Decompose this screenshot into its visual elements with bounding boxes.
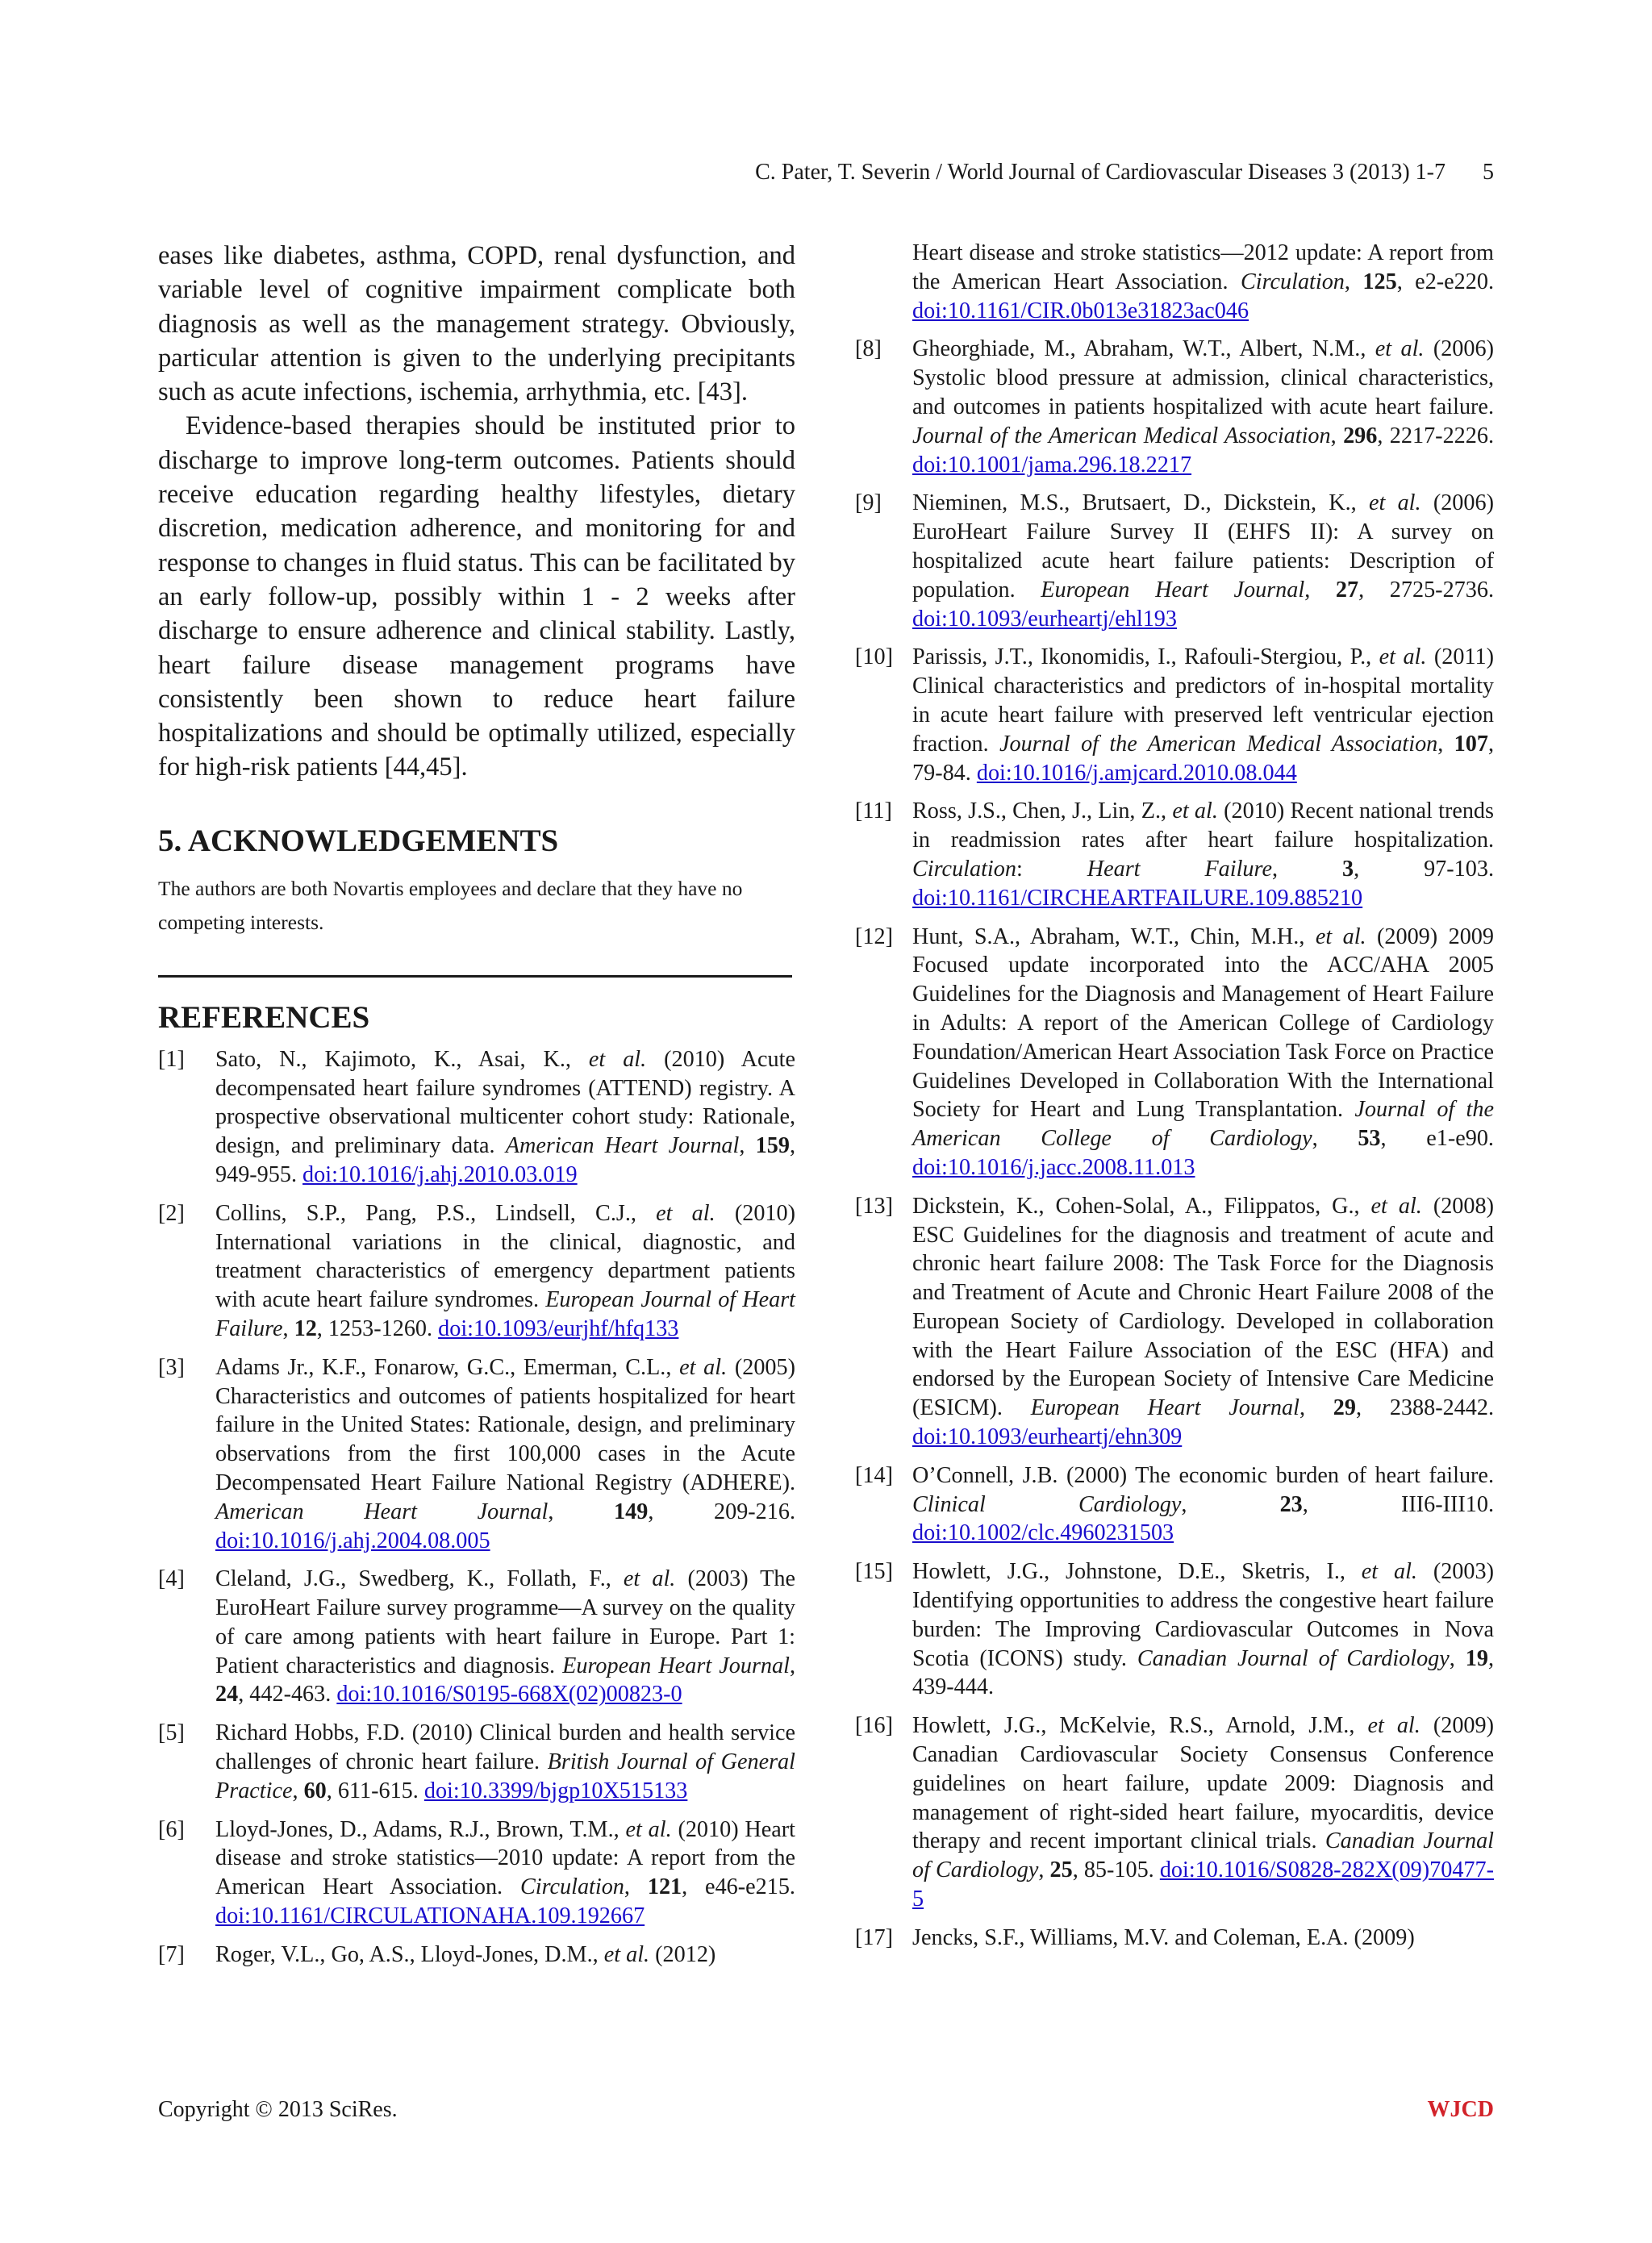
reference-separator: ,	[282, 1315, 294, 1341]
doi-link[interactable]: doi:10.1001/jama.296.18.2217	[912, 452, 1192, 477]
reference-authors: O’Connell, J.B. (2000) The economic burden of heart failure.	[912, 1462, 1494, 1488]
reference-number: [12]	[855, 923, 893, 949]
reference-journal: European Heart Journal	[1041, 577, 1305, 602]
reference-authors: Dickstein, K., Cohen-Solal, A., Filippatos, G.,	[912, 1193, 1371, 1219]
reference-item	[158, 1719, 795, 1805]
acknowledgements-text: The authors are both Novartis employees and declare that they have no competing interests.	[158, 876, 743, 934]
reference-pages: , III6-III10.	[1302, 1491, 1494, 1517]
reference-etal: et al.	[603, 1941, 650, 1967]
reference-item	[855, 643, 1494, 787]
reference-authors: Ross, J.S., Chen, J., Lin, Z.,	[912, 798, 1173, 824]
reference-item	[855, 335, 1494, 479]
doi-link[interactable]: doi:10.1016/j.amjcard.2010.08.044	[976, 760, 1297, 786]
reference-item	[855, 1461, 1494, 1548]
reference-number: [9]	[855, 490, 882, 516]
reference-journal: Journal of the American Medical Association	[912, 423, 1331, 448]
reference-etal: et al.	[1172, 798, 1218, 824]
reference-etal: et al.	[656, 1200, 715, 1226]
reference-separator: ,	[1312, 1126, 1358, 1152]
reference-title: (2010) Heart disease and stroke statistics—2010 update: A report from the American Heart Association.	[215, 1816, 795, 1900]
reference-item	[855, 489, 1494, 633]
reference-number: [5]	[158, 1720, 185, 1746]
doi-link[interactable]: doi:10.1093/eurjhf/hfq133	[438, 1315, 679, 1341]
reference-volume: 107	[1454, 731, 1488, 757]
reference-journal: European Journal of Heart Failure	[215, 1287, 796, 1341]
reference-item	[855, 1192, 1494, 1452]
reference-item	[855, 1557, 1494, 1702]
reference-title: (2009) 2009 Focused update incorporated into the ACC/AHA 2005 Guidelines for the Diagnosis and Management of Heart Failure in Adults: A report of the American College of Cardiology Foundation/American Heart Association Task Force on Practice Guidelines Developed in Collaboration With the International Society for Heart and Lung Transplantation.	[912, 923, 1494, 1123]
reference-etal: et al.	[623, 1566, 676, 1592]
reference-title: (2010) Recent national trends in readmission rates after heart failure hospitalization.	[912, 798, 1494, 853]
page-number: 5	[1483, 160, 1494, 185]
reference-item	[855, 923, 1494, 1182]
reference-authors: Adams Jr., K.F., Fonarow, G.C., Emerman, C.L.,	[215, 1354, 680, 1380]
reference-title: (2010) Acute decompensated heart failure syndromes (ATTEND) registry. A prospective observational multicenter cohort study: Rationale, design, and preliminary data.	[215, 1046, 795, 1159]
reference-volume: 121	[647, 1874, 682, 1900]
doi-link[interactable]: doi:10.1016/S0828-282X(09)70477-5	[912, 1857, 1495, 1912]
reference-separator: ,	[624, 1874, 648, 1900]
reference-pages: , 79-84.	[912, 731, 1494, 786]
reference-title: (2011) Clinical characteristics and predictors of in-hospital mortality in acute heart failure with preserved left ventricular ejection fraction.	[912, 644, 1494, 757]
reference-separator: ,	[548, 1499, 615, 1524]
reference-item	[855, 797, 1494, 912]
reference-journal: Journal of the American Medical Association	[999, 731, 1438, 757]
reference-journal: Circulation	[912, 856, 1016, 882]
right-column	[855, 239, 1494, 1962]
reference-separator: ,	[1181, 1491, 1280, 1517]
reference-number: [1]	[158, 1046, 185, 1072]
body-paragraph: eases like diabetes, asthma, COPD, renal dysfunction, and variable level of cognitive impairment complicate both diagnosis as well as the management strategy. Obviously, particular attention is given to the underlying precipitants such as acute infections, ischemia, arrhythmia, etc. [43].	[158, 241, 795, 407]
reference-authors: Nieminen, M.S., Brutsaert, D., Dickstein, K.,	[912, 490, 1369, 516]
reference-separator: ,	[1304, 577, 1336, 602]
doi-link[interactable]: doi:10.1161/CIRCULATIONAHA.109.192667	[215, 1903, 645, 1929]
reference-journal: Circulation	[1240, 269, 1345, 294]
section-divider	[158, 975, 792, 978]
reference-year-start: (2012)	[649, 1941, 716, 1967]
reference-etal: et al.	[588, 1046, 647, 1072]
reference-authors: Collins, S.P., Pang, P.S., Lindsell, C.J.,	[215, 1200, 657, 1226]
doi-link[interactable]: doi:10.1016/S0195-668X(02)00823-0	[336, 1682, 682, 1707]
reference-etal: et al.	[1361, 1559, 1417, 1585]
reference-title: (2005) Characteristics and outcomes of patients hospitalized for heart failure in the United States: Rationale, design, and preliminary observations from the first 100,000 cases in the Acute Decompensated Heart Failure National Registry (ADHERE).	[215, 1354, 795, 1495]
doi-link[interactable]: doi:10.1016/j.ahj.2004.08.005	[215, 1528, 490, 1553]
reference-number: [11]	[855, 798, 892, 824]
reference-etal: et al.	[1375, 336, 1425, 362]
reference-separator: ,	[739, 1133, 756, 1159]
reference-authors: Gheorghiade, M., Abraham, W.T., Albert, N.M.,	[912, 336, 1375, 362]
reference-number: [4]	[158, 1566, 185, 1592]
reference-etal: et al.	[1315, 923, 1366, 949]
reference-separator: ,	[1299, 1395, 1333, 1421]
reference-volume: 27	[1335, 577, 1359, 602]
reference-number: [14]	[855, 1462, 893, 1488]
reference-volume: 3	[1341, 856, 1354, 882]
reference-journal: European Heart Journal	[562, 1653, 790, 1678]
reference-volume: 12	[294, 1315, 317, 1341]
reference-number: [2]	[158, 1200, 185, 1226]
reference-authors: Hunt, S.A., Abraham, W.T., Chin, M.H.,	[912, 923, 1316, 949]
reference-item	[158, 1816, 795, 1931]
running-head: C. Pater, T. Severin / World Journal of Cardiovascular Diseases 3 (2013) 1-7	[755, 160, 1446, 185]
reference-title: (2008) ESC Guidelines for the diagnosis and treatment of acute and chronic heart failure 2008: The Task Force for the Diagnosis and Treatment of Acute and Chronic Heart Failure 2008 of the European Society of Cardiology. Developed in collaboration with the Heart Failure Association of the ESC (HFA) and endorsed by the European Society of Intensive Care Medicine (ESICM).	[912, 1193, 1494, 1421]
reference-journal: Heart Failure	[1087, 856, 1272, 882]
reference-journal: British Journal of General Practice	[215, 1749, 795, 1803]
reference-journal: Journal of the American College of Cardiology	[912, 1097, 1494, 1152]
reference-journal: American Heart Journal	[505, 1133, 740, 1159]
reference-volume: 29	[1333, 1395, 1356, 1421]
reference-item	[158, 1353, 795, 1556]
reference-authors: Roger, V.L., Go, A.S., Lloyd-Jones, D.M.,	[215, 1941, 604, 1967]
reference-authors: Howlett, J.G., Johnstone, D.E., Sketris, I.,	[912, 1559, 1362, 1585]
reference-item	[158, 1565, 795, 1709]
reference-title: (2003) Identifying opportunities to address the congestive heart failure burden: The Improving Cardiovascular Outcomes in Nova Scotia (ICONS) study.	[912, 1559, 1494, 1671]
reference-pages: , e46-e215.	[682, 1874, 795, 1900]
reference-volume: 60	[303, 1778, 327, 1803]
reference-pages: , 209-216.	[648, 1499, 795, 1524]
reference-journal: American Heart Journal	[215, 1499, 549, 1524]
copyright-notice: Copyright © 2013 SciRes.	[158, 2097, 398, 2122]
reference-number: [6]	[158, 1816, 185, 1842]
reference-number: [10]	[855, 644, 893, 670]
reference-volume: 24	[215, 1682, 239, 1707]
doi-link[interactable]: doi:10.1161/CIR.0b013e31823ac046	[912, 298, 1249, 323]
reference-title: Heart disease and stroke statistics—2012 update: A report from the American Heart Association.	[912, 240, 1494, 294]
doi-link[interactable]: doi:10.1161/CIRCHEARTFAILURE.109.885210	[912, 885, 1363, 911]
reference-volume: 125	[1362, 269, 1397, 294]
reference-title: (2006) Systolic blood pressure at admission, clinical characteristics, and outcomes in patients hospitalized with acute heart failure.	[912, 336, 1494, 419]
journal-abbreviation: WJCD	[1427, 2097, 1494, 2122]
reference-number: [7]	[158, 1941, 185, 1967]
reference-journal: Clinical Cardiology	[912, 1491, 1182, 1517]
reference-item	[855, 1924, 1494, 1953]
reference-pages: , 2725-2736.	[1358, 577, 1494, 602]
reference-pages: , 442-463.	[238, 1682, 337, 1707]
reference-authors: Lloyd-Jones, D., Adams, R.J., Brown, T.M.,	[215, 1816, 626, 1842]
doi-link[interactable]: doi:10.3399/bjgp10X515133	[423, 1778, 688, 1803]
body-paragraph: Evidence-based therapies should be instituted prior to discharge to improve long-term outcomes. Patients should receive education regarding healthy lifestyles, dietary discretion, medication adherence, and monitoring for and response to changes in fluid status. This can be facilitated by an early follow-up, possibly within 1 - 2 weeks after discharge to ensure adherence and clinical stability. Lastly, heart failure disease management programs have consistently been shown to reduce heart failure hospitalizations and should be optimally utilized, especially for high-risk patients [44,45].	[158, 411, 795, 782]
reference-number: [15]	[855, 1559, 893, 1585]
reference-authors: Richard Hobbs, F.D. (2010) Clinical burden and health service challenges of chronic heart failure.	[215, 1720, 795, 1775]
references-heading: REFERENCES	[158, 999, 370, 1035]
reference-separator: ,	[789, 1653, 795, 1678]
doi-link[interactable]: doi:10.1016/j.ahj.2010.03.019	[302, 1161, 578, 1187]
reference-separator: ,	[292, 1778, 304, 1803]
reference-separator: ,	[1344, 269, 1363, 294]
doi-link[interactable]: doi:10.1002/clc.4960231503	[912, 1520, 1174, 1546]
reference-volume: 149	[614, 1499, 649, 1524]
reference-title: (2006) EuroHeart Failure Survey II (EHFS II): A survey on hospitalized acute heart failure patients: Description of population.	[912, 490, 1494, 602]
reference-separator: ,	[1271, 856, 1342, 882]
reference-pages: , 2388-2442.	[1355, 1395, 1494, 1421]
reference-number: [13]	[855, 1193, 893, 1219]
reference-pages: , 85-105.	[1072, 1857, 1160, 1883]
reference-journal: Circulation	[519, 1874, 624, 1900]
reference-etal: et al.	[1368, 490, 1421, 516]
reference-etal: et al.	[625, 1816, 672, 1842]
reference-authors: Cleland, J.G., Swedberg, K., Follath, F.,	[215, 1566, 624, 1592]
reference-title: (2003) The EuroHeart Failure survey programme—A survey on the quality of care among patients with heart failure in Europe. Part 1: Patient characteristics and diagnosis.	[215, 1566, 795, 1678]
acknowledgements-heading: 5. ACKNOWLEDGEMENTS	[158, 823, 559, 858]
reference-item	[158, 1941, 795, 1970]
reference-separator: ,	[1449, 1645, 1466, 1671]
doi-link[interactable]: doi:10.1016/j.jacc.2008.11.013	[912, 1154, 1195, 1180]
reference-volume: 25	[1049, 1857, 1073, 1883]
reference-journal: Canadian Journal of Cardiology	[912, 1828, 1494, 1883]
reference-volume: 19	[1465, 1645, 1488, 1671]
reference-etal: et al.	[679, 1354, 728, 1380]
reference-authors: Howlett, J.G., McKelvie, R.S., Arnold, J.M.,	[912, 1713, 1368, 1739]
reference-volume: 53	[1358, 1126, 1381, 1152]
reference-pages: , 97-103.	[1354, 856, 1494, 882]
reference-number: [16]	[855, 1713, 893, 1739]
doi-link[interactable]: doi:10.1093/eurheartj/ehn309	[912, 1424, 1183, 1450]
reference-journal: Canadian Journal of Cardiology	[1137, 1645, 1450, 1671]
reference-authors: Jencks, S.F., Williams, M.V. and Coleman, E.A. (2009)	[912, 1924, 1415, 1950]
reference-pages: , e2-e220.	[1396, 269, 1495, 294]
reference-list	[158, 1045, 795, 1970]
reference-pages: , e1-e90.	[1380, 1126, 1494, 1152]
reference-title: (2009) Canadian Cardiovascular Society Consensus Conference guidelines on heart failure, update 2009: Diagnosis and management of right-sided heart failure, myocarditis, device therapy and recent important clinical trials.	[912, 1713, 1494, 1854]
reference-pages: , 439-444.	[912, 1645, 1494, 1700]
reference-etal: et al.	[1367, 1713, 1420, 1739]
reference-separator: :	[1016, 856, 1087, 882]
reference-journal: European Heart Journal	[1030, 1395, 1299, 1421]
reference-item	[158, 1199, 795, 1344]
reference-volume: 23	[1279, 1491, 1303, 1517]
reference-etal: et al.	[1370, 1193, 1422, 1219]
reference-volume: 296	[1343, 423, 1378, 448]
reference-number: [17]	[855, 1924, 893, 1950]
reference-authors: Sato, N., Kajimoto, K., Asai, K.,	[215, 1046, 589, 1072]
reference-etal: et al.	[1379, 644, 1427, 670]
reference-pages: , 611-615.	[326, 1778, 424, 1803]
reference-item-continued	[855, 239, 1494, 325]
reference-authors: Parissis, J.T., Ikonomidis, I., Rafouli-Stergiou, P.,	[912, 644, 1379, 670]
reference-title: (2010) International variations in the clinical, diagnostic, and treatment characteristics of emergency department patients with acute heart failure syndromes.	[215, 1200, 795, 1313]
reference-item	[855, 1711, 1494, 1914]
reference-pages: , 1253-1260.	[316, 1315, 439, 1341]
reference-number: [3]	[158, 1354, 185, 1380]
reference-number: [8]	[855, 336, 882, 362]
reference-item	[158, 1045, 795, 1190]
doi-link[interactable]: doi:10.1093/eurheartj/ehl193	[912, 606, 1177, 632]
reference-pages: , 2217-2226.	[1377, 423, 1494, 448]
reference-separator: ,	[1038, 1857, 1050, 1883]
reference-separator: ,	[1330, 423, 1344, 448]
reference-volume: 159	[755, 1133, 790, 1159]
reference-separator: ,	[1437, 731, 1454, 757]
left-column	[158, 239, 795, 1979]
reference-pages: , 949-955.	[215, 1133, 795, 1187]
